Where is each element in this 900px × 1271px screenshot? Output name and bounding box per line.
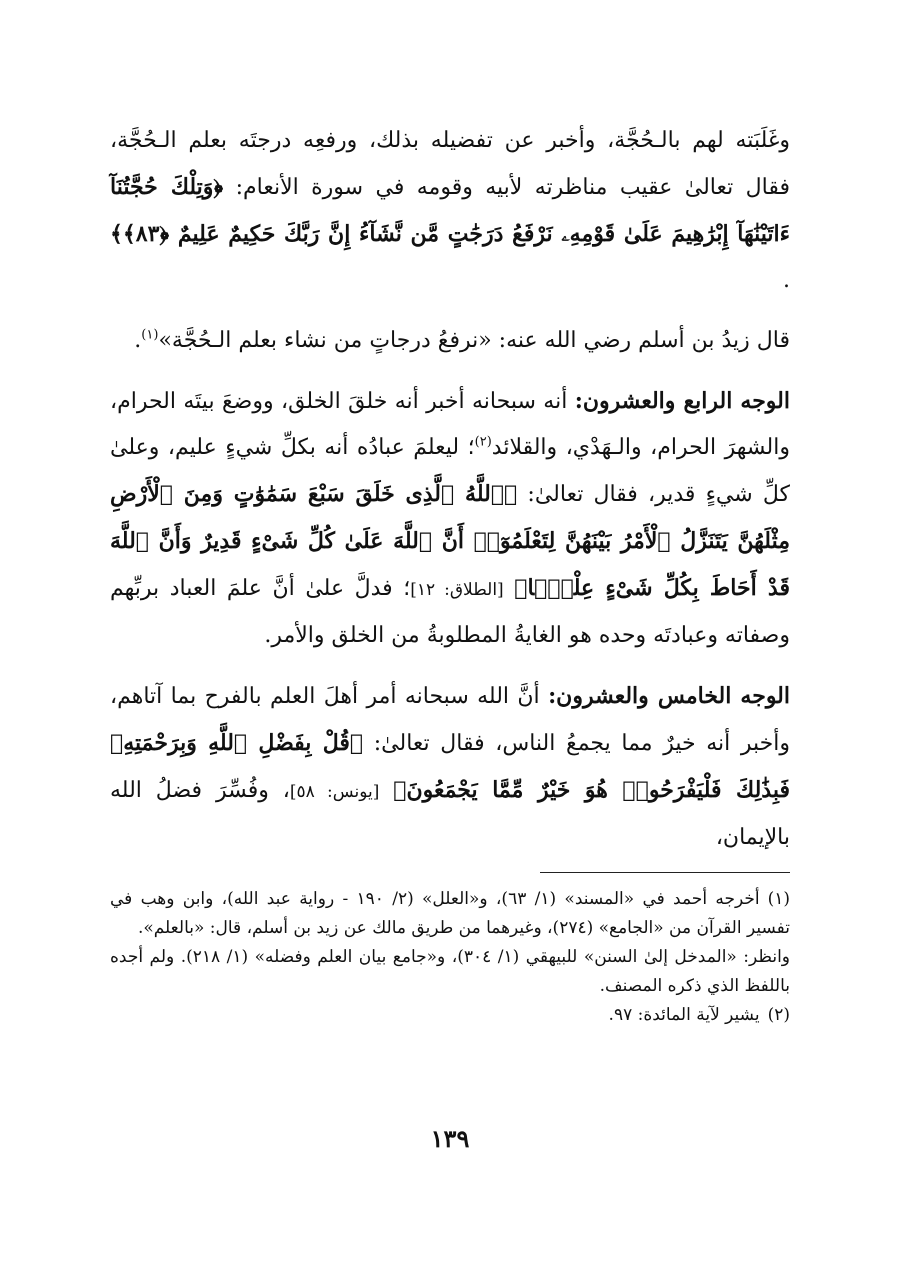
paragraph-1-end: . xyxy=(783,268,790,293)
paragraph-3-text-3: ؛ فدلَّ علىٰ أنَّ علمَ العباد بربِّهم وصفاته وعبادتَه وحده هو الغايةُ المطلوبةُ من الخلق والأمر. xyxy=(110,576,790,648)
section-heading-24: الوجه الرابع والعشرون: xyxy=(574,388,790,414)
paragraph-2-end: . xyxy=(134,328,142,353)
footnote-1-number: (١) xyxy=(767,889,790,909)
main-body-text xyxy=(110,118,790,875)
paragraph-2 xyxy=(110,318,790,364)
verse-reference-yunus: [يونس: ٥٨] xyxy=(289,782,380,802)
footnote-1-text: أخرجه أحمد في «المسند» (١/ ٦٣)، و«العلل» (٢/ ١٩٠ - رواية عبد الله)، وابن وهب في تفسير القرآن من «الجامع» (٢٧٤)، وغيرهما من طريق مالك عن زيد بن أسلم، قال: «بالعلم». xyxy=(110,889,790,938)
paragraph-4-text-2: ، وفُسِّرَ فضلُ الله بالإيمان، xyxy=(110,778,790,850)
footnote-marker-1: (١) xyxy=(141,327,159,343)
paragraph-1 xyxy=(110,118,790,304)
footnotes xyxy=(110,885,790,1030)
footnote-1-continuation xyxy=(110,943,790,1001)
paragraph-1-text: وغَلَبَته لهم بالـحُجَّة، وأخبر عن تفضيله بذلك، ورفعِه درجتَه بعلم الـحُجَّة، فقال تعالىٰ عقيب مناظرته لأبيه وقومه في سورة الأنعام: xyxy=(110,128,790,200)
footnote-1-see-also: وانظر: «المدخل إلىٰ السنن» للبيهقي (١/ ٣٠٤)، و«جامع بيان العلم وفضله» (١/ ٢١٨). ولم أجده باللفظ الذي ذكره المصنف. xyxy=(110,947,791,996)
verse-reference-talaq: [الطلاق: ١٢] xyxy=(410,580,504,600)
quran-verse-anam: ﴿وَتِلْكَ حُجَّتُنَآ ءَاتَيْنَٰهَآ إِبْرَٰهِيمَ عَلَىٰ قَوْمِهِۦ نَرْفَعُ دَرَجَٰتٍ مَّن نَّشَآءُ إِنَّ رَبَّكَ حَكِيمٌ عَلِيمٌ ﴿٨٣﴾﴾ xyxy=(110,174,790,247)
footnote-2-text: يشير لآية المائدة: ٩٧. xyxy=(608,1005,760,1025)
page-number: ١٣٩ xyxy=(430,1124,470,1153)
section-heading-25: الوجه الخامس والعشرون: xyxy=(548,683,790,709)
paragraph-3-text-1: أنه سبحانه أخبر أنه خلقَ الخلق، ووضعَ بيتَه الحرام، والشهرَ الحرام، والـهَدْي، والقلائد xyxy=(110,389,790,460)
footnote-1 xyxy=(110,885,790,943)
quran-verse-talaq: ﴿ٱللَّهُ ٱلَّذِى خَلَقَ سَبْعَ سَمَٰوَٰتٍ وَمِنَ ٱلْأَرْضِ مِثْلَهُنَّ يَتَنَزَّلُ ٱلْأَمْرُ بَيْنَهُنَّ لِتَعْلَمُوٓا۟ أَنَّ ٱللَّهَ عَلَىٰ كُلِّ شَىْءٍ قَدِيرٌ وَأَنَّ ٱللَّهَ قَدْ أَحَاطَ بِكُلِّ شَىْءٍ عِلْمًۢا﴾ xyxy=(110,481,790,601)
footnote-2-number: (٢) xyxy=(767,1005,790,1025)
paragraph-2-text: قال زيدُ بن أسلم رضي الله عنه: «نرفعُ درجاتٍ من نشاء بعلم الـحُجَّة» xyxy=(158,328,790,353)
paragraph-4-text-1: أنَّ الله سبحانه أمر أهلَ العلم بالفرح بما آتاهم، وأخبر أنه خيرٌ مما يجمعُ الناس، فقال تعالىٰ: xyxy=(110,684,791,756)
quran-verse-yunus: ﴿قُلْ بِفَضْلِ ٱللَّهِ وَبِرَحْمَتِهِۦ فَبِذَٰلِكَ فَلْيَفْرَحُوا۟ هُوَ خَيْرٌ مِّمَّا يَجْمَعُونَ﴾ xyxy=(110,730,791,803)
paragraph-4 xyxy=(110,673,790,861)
footnote-2 xyxy=(110,1001,790,1030)
footnote-marker-2: (٢) xyxy=(474,434,492,450)
paragraph-3-text-2: ؛ ليعلمَ عبادُه أنه بكلِّ شيءٍ عليم، وعلىٰ كلِّ شيءٍ قدير، فقال تعالىٰ: xyxy=(110,435,790,507)
paragraph-3 xyxy=(110,378,790,659)
footnote-separator xyxy=(540,872,790,873)
